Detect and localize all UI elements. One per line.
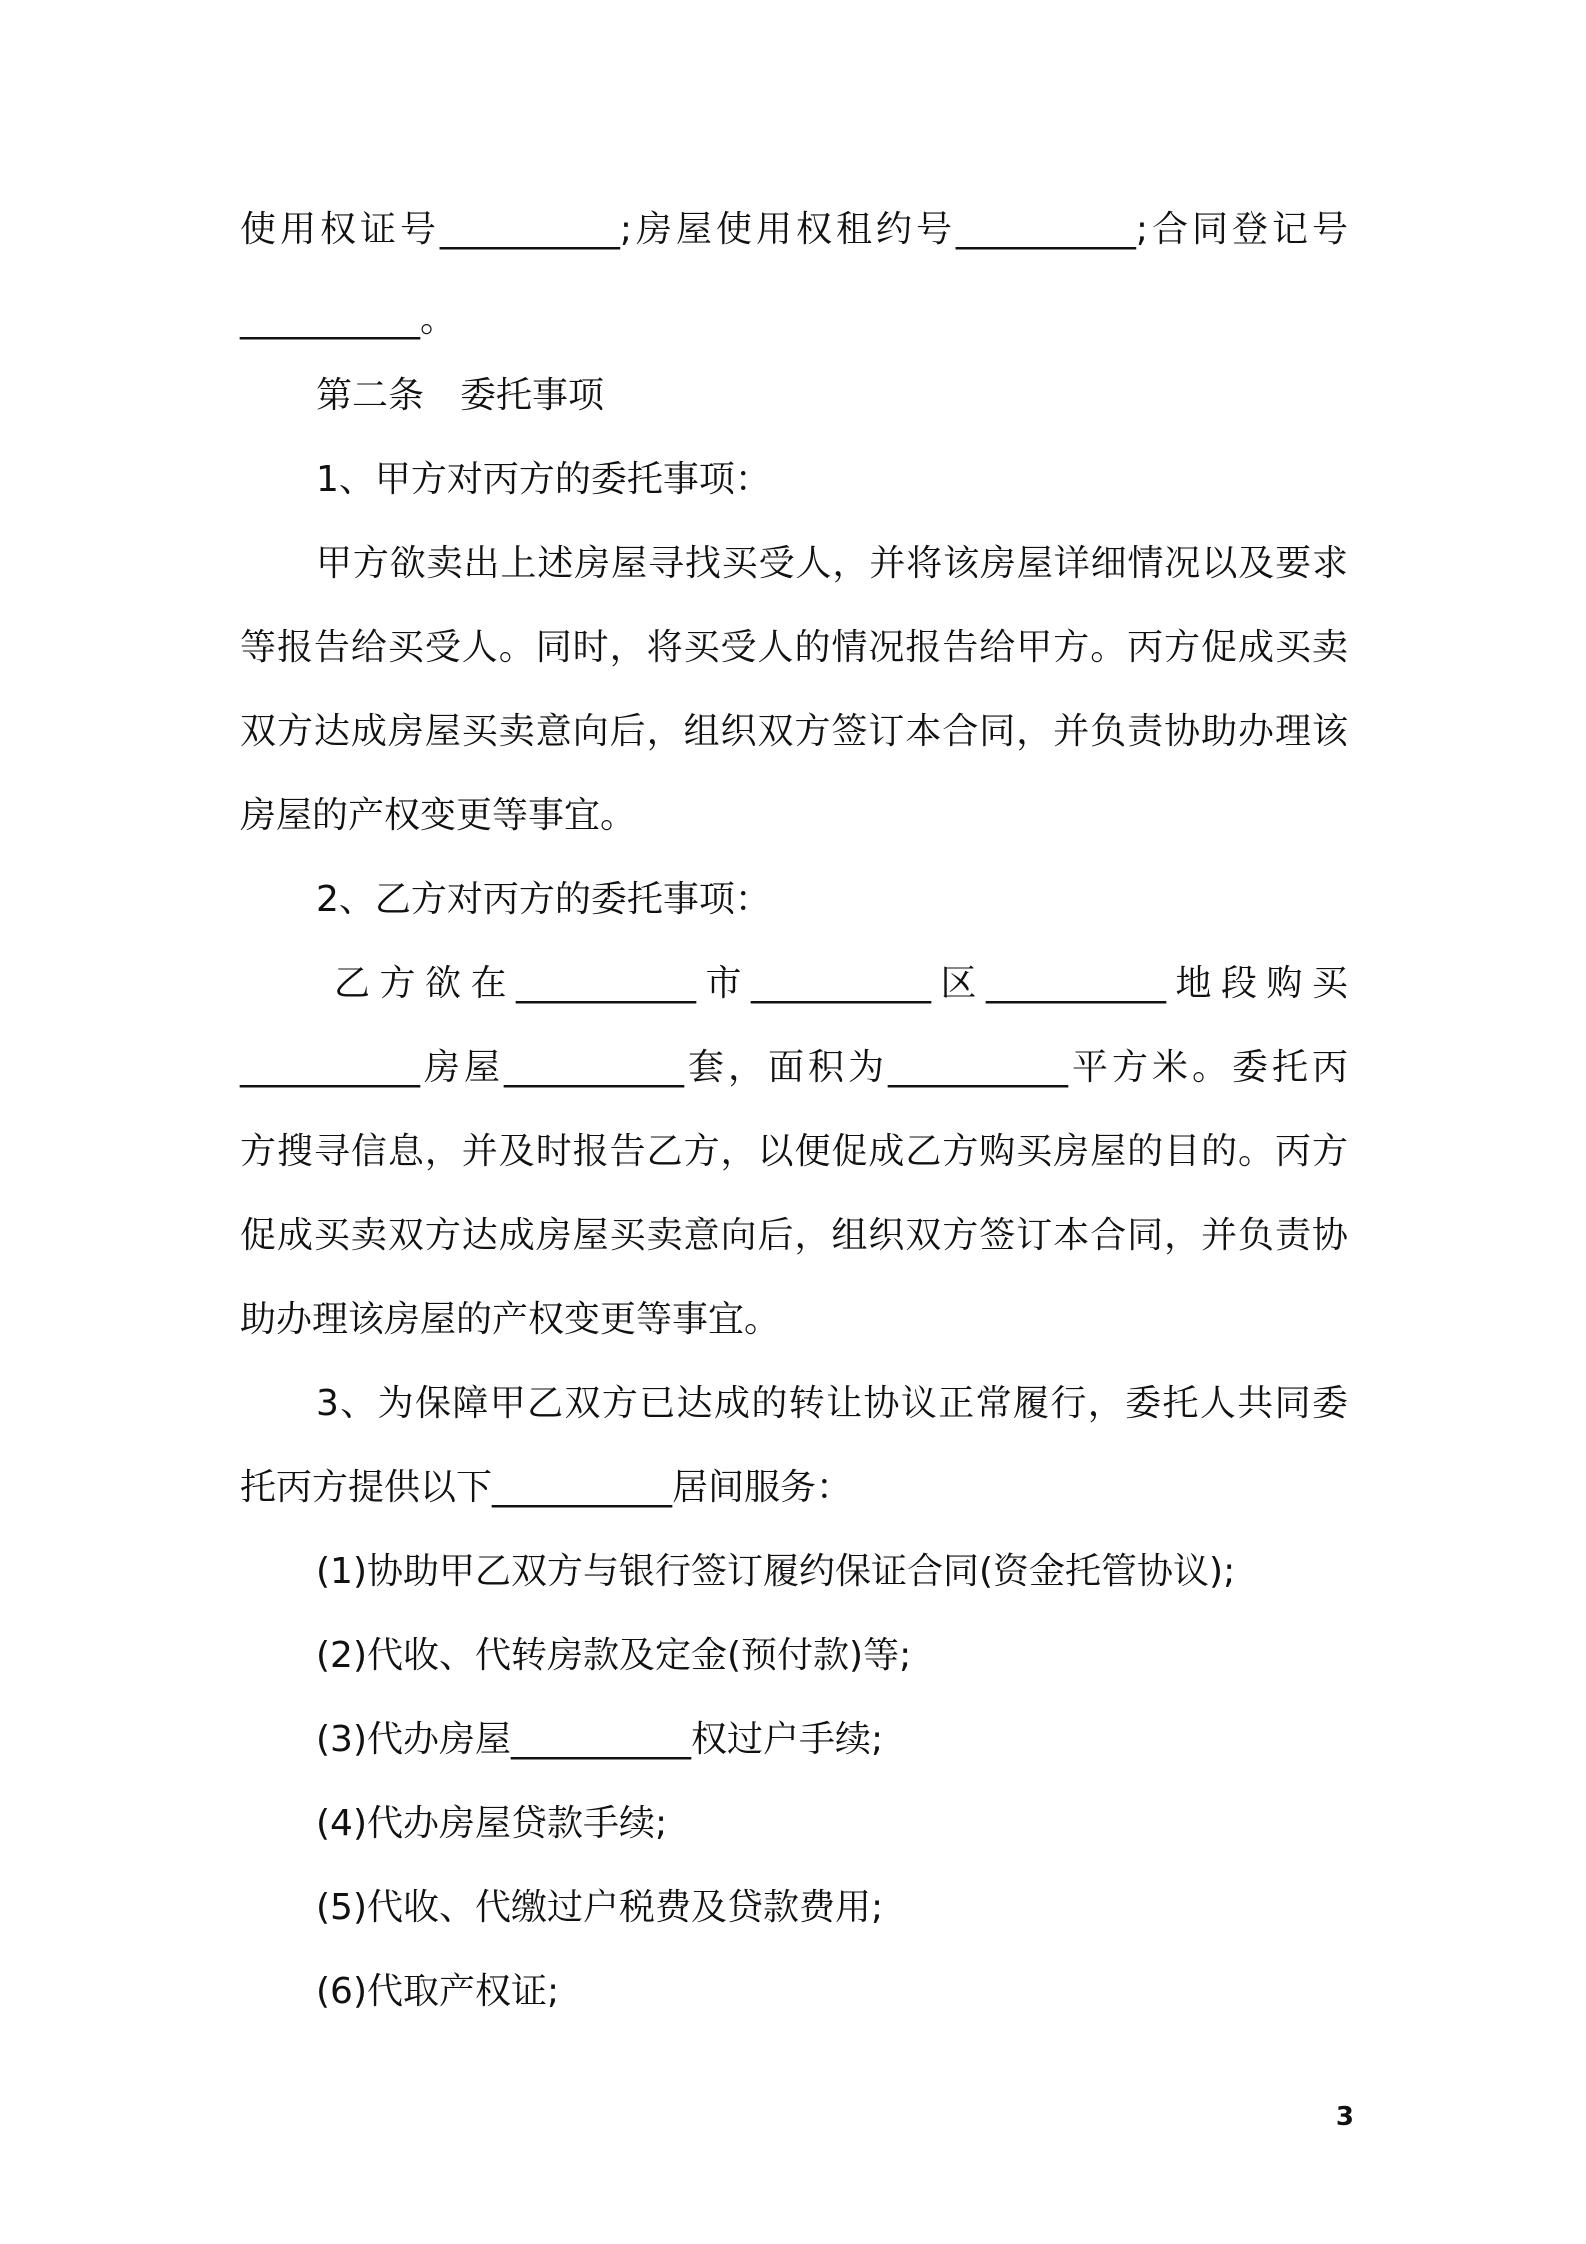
text-line: 甲方欲卖出上述房屋寻找买受人，并将该房屋详细情况以及要求 [316, 543, 1348, 584]
clause-heading: 3、为保障甲乙双方已达成的转让协议正常履行，委托人共同委 [316, 1383, 1348, 1424]
text-line: __________房屋__________套，面积为__________平方米。委托丙 [240, 1047, 1348, 1088]
clause-heading: 2、乙方对丙方的委托事项： [316, 879, 771, 920]
text-line: 等报告给买受人。同时，将买受人的情况报告给甲方。丙方促成买卖 [240, 627, 1348, 668]
section-heading: 第二条 委托事项 [316, 375, 605, 416]
list-item: (4)代办房屋贷款手续; [316, 1803, 668, 1844]
list-item: (3)代办房屋__________权过户手续; [316, 1719, 884, 1760]
clause-heading: 1、甲方对丙方的委托事项： [316, 459, 771, 500]
list-item: (1)协助甲乙双方与银行签订履约保证合同(资金托管协议); [316, 1551, 1236, 1592]
text-line: 乙方欲在__________市__________区__________地段购买 [334, 963, 1348, 1004]
text-line: 促成买卖双方达成房屋买卖意向后，组织双方签订本合同，并负责协 [240, 1215, 1348, 1256]
list-item: (5)代收、代缴过户税费及贷款费用; [316, 1887, 884, 1928]
text-line: 双方达成房屋买卖意向后，组织双方签订本合同，并负责协助办理该 [240, 711, 1348, 752]
text-line: 助办理该房屋的产权变更等事宜。 [240, 1299, 781, 1340]
text-line: 托丙方提供以下__________居间服务： [240, 1467, 853, 1508]
list-item: (2)代收、代转房款及定金(预付款)等; [316, 1635, 912, 1676]
text-line: 房屋的产权变更等事宜。 [240, 795, 637, 836]
list-item: (6)代取产权证; [316, 1971, 560, 2012]
text-line: __________。 [240, 299, 457, 340]
text-line: 方搜寻信息，并及时报告乙方，以便促成乙方购买房屋的目的。丙方 [240, 1131, 1348, 1172]
text-line: 使用权证号__________;房屋使用权租约号__________;合同登记号 [240, 209, 1348, 250]
page-number: 3 [1335, 2102, 1354, 2132]
